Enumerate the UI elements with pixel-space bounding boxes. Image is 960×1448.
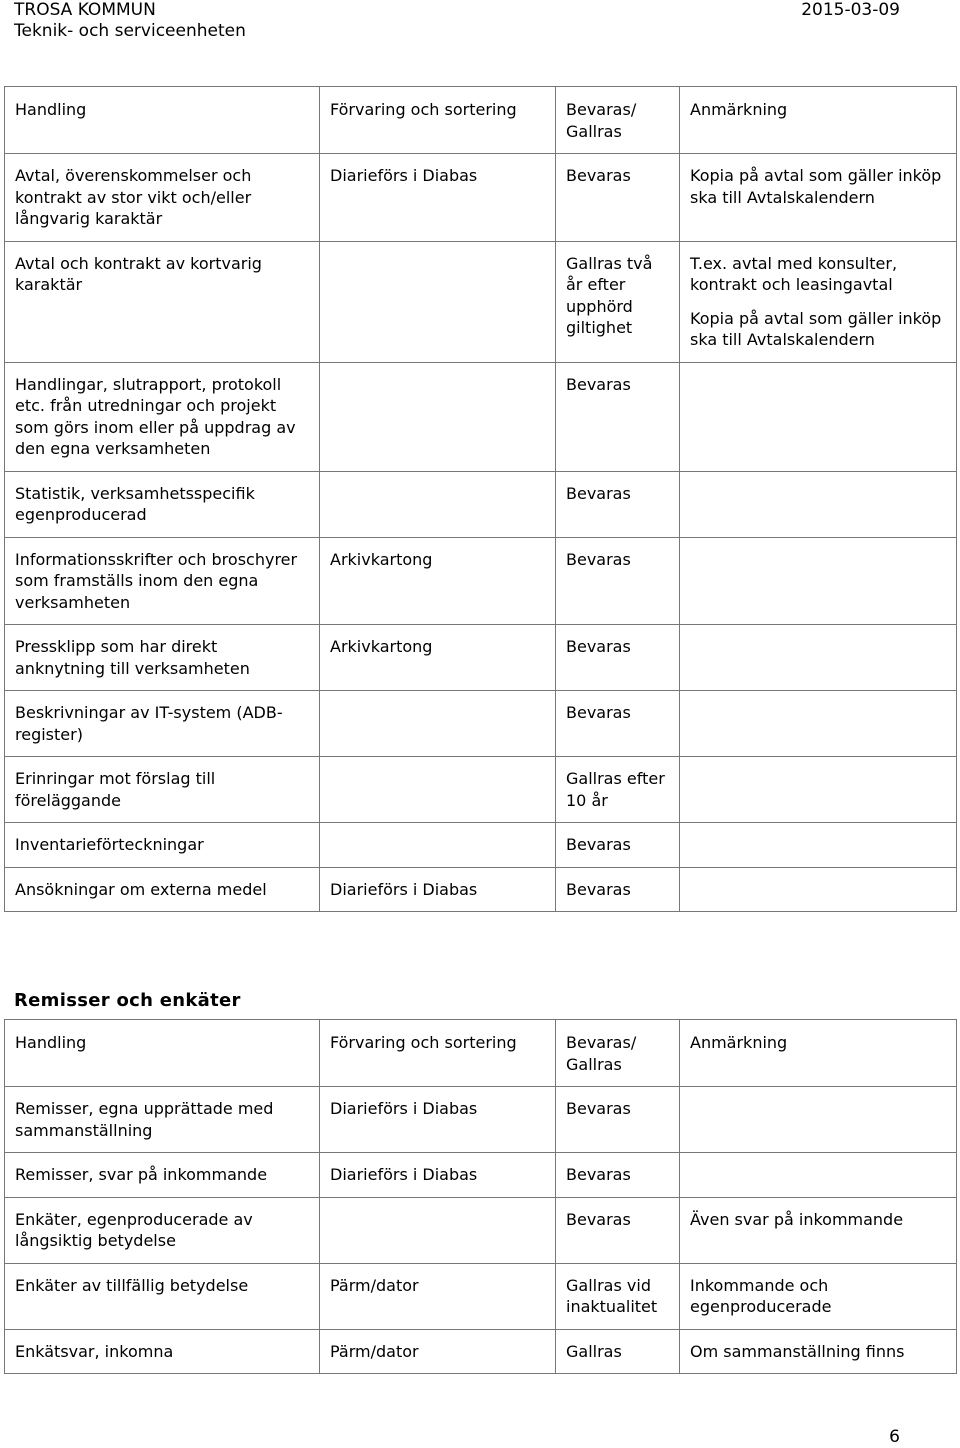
cell-handling: Enkätsvar, inkomna [5,1329,320,1374]
cell-forvaring: Arkivkartong [320,537,556,625]
table-header-row [5,1020,957,1087]
cell-anmarkning [680,537,957,625]
cell-bevaras: Bevaras [556,154,680,242]
cell-bevaras: Bevaras [556,1087,680,1153]
column-header-forvaring: Förvaring och sortering [320,1020,556,1087]
cell-bevaras: Bevaras [556,823,680,868]
cell-anmarkning: Om sammanställning finns [680,1329,957,1374]
anmarkning-note-2: Kopia på avtal som gäller inköp ska till Avtalskalendern [690,308,942,349]
cell-handling: Avtal och kontrakt av kortvarig karaktär [5,241,320,362]
table-row [5,691,957,757]
cell-handling: Erinringar mot förslag till föreläggande [5,757,320,823]
cell-anmarkning [680,241,957,362]
cell-forvaring [320,691,556,757]
cell-anmarkning [680,471,957,537]
table-row [5,1197,957,1263]
cell-anmarkning [680,362,957,471]
cell-handling: Informationsskrifter och broschyrer som framställs inom den egna verksamheten [5,537,320,625]
cell-forvaring: Pärm/dator [320,1329,556,1374]
cell-forvaring [320,823,556,868]
table-row [5,625,957,691]
table-row [5,537,957,625]
cell-anmarkning [680,1153,957,1198]
table-row [5,1087,957,1153]
cell-handling: Ansökningar om externa medel [5,867,320,912]
cell-bevaras: Bevaras [556,471,680,537]
table-row [5,362,957,471]
column-header-anmarkning: Anmärkning [680,87,957,154]
table-row [5,1153,957,1198]
cell-bevaras: Bevaras [556,691,680,757]
cell-handling: Avtal, överenskommelser och kontrakt av stor vikt och/eller långvarig karaktär [5,154,320,242]
cell-bevaras: Bevaras [556,537,680,625]
cell-forvaring: Diarieförs i Diabas [320,1153,556,1198]
cell-anmarkning: Inkommande och egenproducerade [680,1263,957,1329]
cell-handling: Inventarieförteckningar [5,823,320,868]
cell-bevaras: Bevaras [556,1197,680,1263]
cell-bevaras: Gallras vid inaktualitet [556,1263,680,1329]
cell-handling: Beskrivningar av IT-system (ADB-register) [5,691,320,757]
records-table [4,86,957,912]
cell-anmarkning: Även svar på inkommande [680,1197,957,1263]
table-row [5,154,957,242]
table-header-row [5,87,957,154]
cell-anmarkning [680,757,957,823]
section-title-remisser: Remisser och enkäter [14,990,241,1011]
cell-handling: Pressklipp som har direkt anknytning till verksamheten [5,625,320,691]
cell-forvaring [320,471,556,537]
cell-bevaras: Gallras efter 10 år [556,757,680,823]
column-header-bevaras: Bevaras/ Gallras [556,1020,680,1087]
cell-anmarkning: Kopia på avtal som gäller inköp ska till Avtalskalendern [680,154,957,242]
cell-forvaring [320,362,556,471]
cell-anmarkning [680,867,957,912]
column-header-bevaras: Bevaras/ Gallras [556,87,680,154]
cell-forvaring: Diarieförs i Diabas [320,1087,556,1153]
anmarkning-note: T.ex. avtal med konsulter, kontrakt och leasingavtal [690,253,898,294]
table-row [5,823,957,868]
table-row [5,241,957,362]
cell-forvaring: Pärm/dator [320,1263,556,1329]
cell-forvaring [320,1197,556,1263]
cell-handling: Statistik, verksamhetsspecifik egenproducerad [5,471,320,537]
table-row [5,1263,957,1329]
cell-handling: Enkäter av tillfällig betydelse [5,1263,320,1329]
cell-handling: Remisser, svar på inkommande [5,1153,320,1198]
cell-bevaras: Bevaras [556,625,680,691]
cell-forvaring [320,757,556,823]
cell-bevaras: Bevaras [556,867,680,912]
cell-bevaras: Bevaras [556,1153,680,1198]
cell-anmarkning [680,625,957,691]
cell-forvaring [320,241,556,362]
column-header-anmarkning: Anmärkning [680,1020,957,1087]
table-row [5,757,957,823]
table-row [5,1329,957,1374]
page-header-date: 2015-03-09 [801,0,900,20]
department-name: Teknik- och serviceenheten [14,21,246,41]
column-header-forvaring: Förvaring och sortering [320,87,556,154]
cell-bevaras: Gallras två år efter upphörd giltighet [556,241,680,362]
page-header-left [14,0,246,42]
cell-forvaring: Diarieförs i Diabas [320,154,556,242]
remisser-table [4,1019,957,1374]
table-row [5,867,957,912]
cell-handling: Enkäter, egenproducerade av långsiktig betydelse [5,1197,320,1263]
cell-anmarkning [680,823,957,868]
cell-bevaras: Bevaras [556,362,680,471]
page-number: 6 [889,1427,900,1447]
table-row [5,471,957,537]
column-header-handling: Handling [5,1020,320,1087]
cell-handling: Handlingar, slutrapport, protokoll etc. från utredningar och projekt som görs inom eller på uppdrag av den egna verksamheten [5,362,320,471]
column-header-handling: Handling [5,87,320,154]
cell-handling: Remisser, egna upprättade med sammanställning [5,1087,320,1153]
cell-bevaras: Gallras [556,1329,680,1374]
organization-name: TROSA KOMMUN [14,0,156,20]
cell-anmarkning [680,691,957,757]
cell-forvaring: Diarieförs i Diabas [320,867,556,912]
cell-anmarkning [680,1087,957,1153]
cell-forvaring: Arkivkartong [320,625,556,691]
